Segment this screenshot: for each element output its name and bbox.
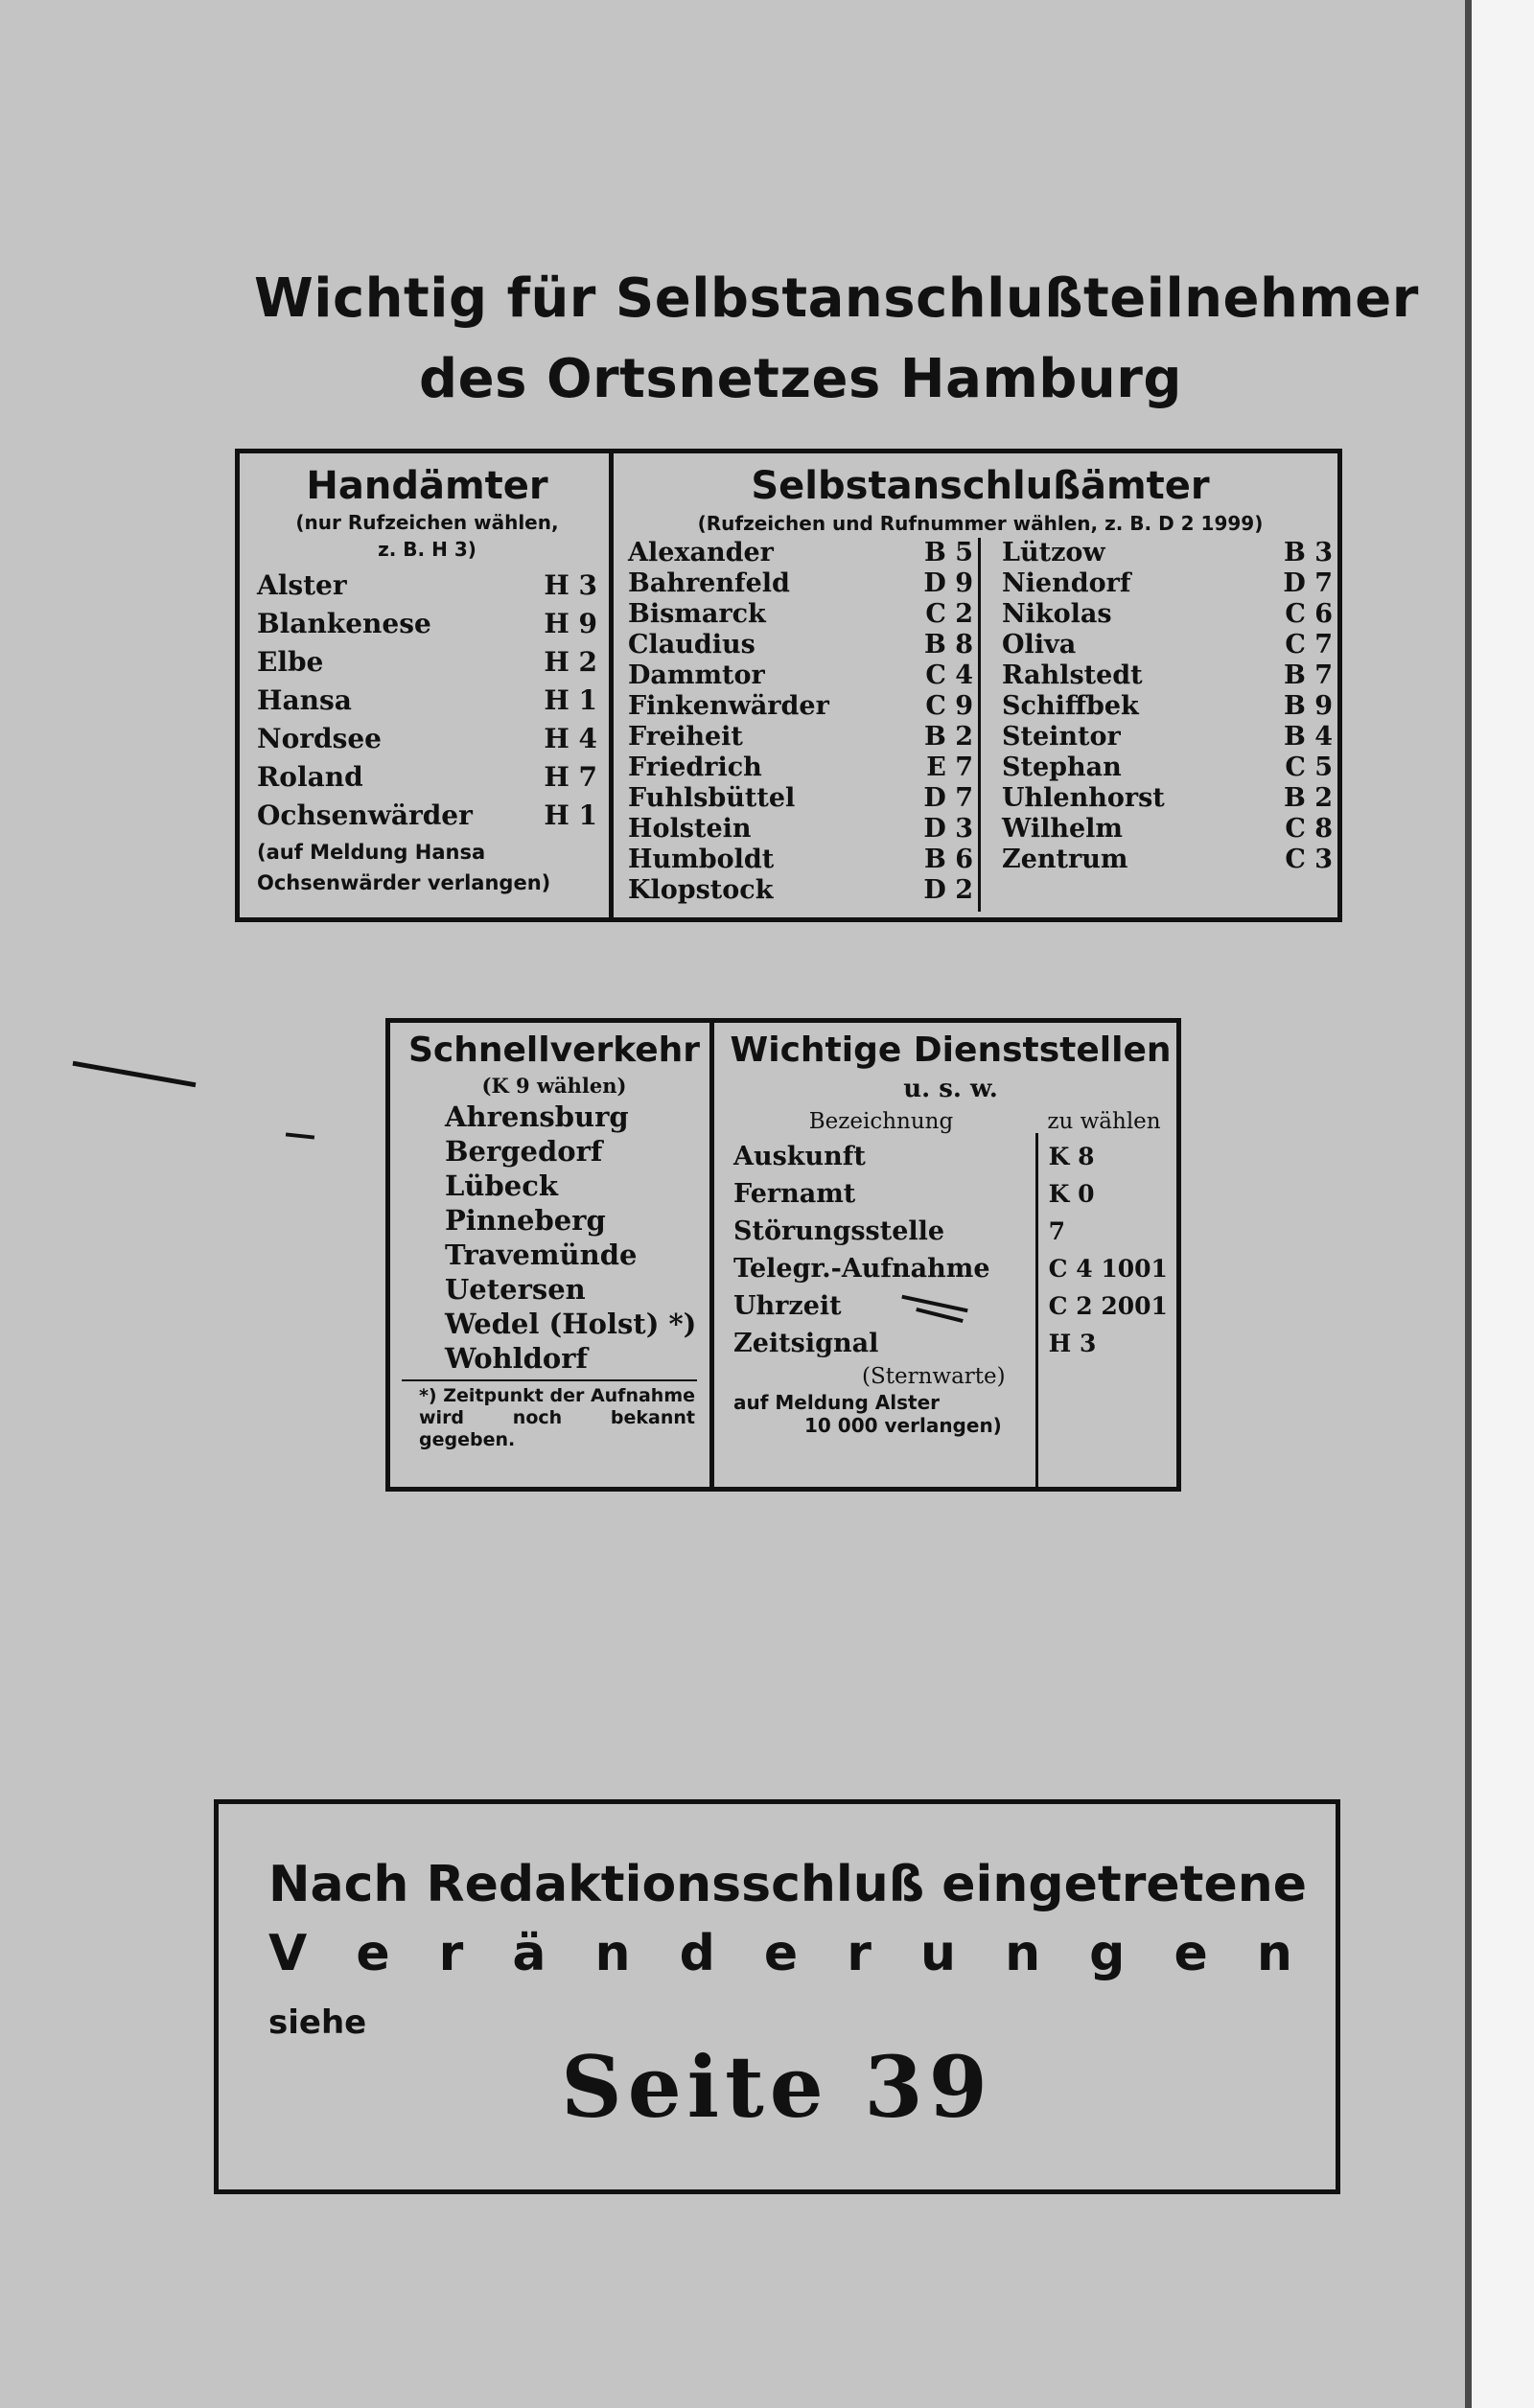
selbstamt-row (628, 630, 973, 660)
exchange-code: C 7 (1285, 630, 1333, 660)
selbstamt-row (1002, 660, 1333, 691)
service-table (385, 1018, 1181, 1492)
selbstamt-row (1002, 845, 1333, 875)
notice-page-reference: Seite 39 (561, 2037, 993, 2137)
exchange-code: B 6 (923, 845, 973, 874)
selbstamt-row (1002, 814, 1333, 845)
dienststellen-list (728, 1138, 1174, 1362)
exchange-name: Friedrich (628, 752, 762, 782)
exchange-code: H 7 (544, 761, 597, 793)
city-item: Ahrensburg (445, 1100, 629, 1133)
selbstamt-row (628, 783, 973, 814)
selbstanschluss-note: (Rufzeichen und Rufnummer wählen, z. B. D 2 1999) (697, 512, 1264, 535)
dienststelle-number: C 2 2001 (1048, 1292, 1168, 1320)
column-header-name: Bezeichnung (808, 1109, 954, 1134)
selbstamt-row (628, 722, 973, 752)
spaced-letter: d (679, 1925, 715, 1982)
schnellverkehr-note: (K 9 wählen) (481, 1074, 627, 1098)
dienststelle-row (728, 1175, 1174, 1213)
spaced-letter: u (919, 1925, 957, 1982)
exchange-name: Niendorf (1002, 568, 1131, 598)
selbstamt-row (628, 814, 973, 845)
selbstamt-row (1002, 630, 1333, 660)
exchange-name: Roland (257, 761, 363, 793)
exchange-code: H 3 (544, 569, 597, 601)
dienststelle-row (728, 1325, 1174, 1362)
selbstamt-row (1002, 691, 1333, 722)
dienststelle-name: Störungsstelle (733, 1216, 945, 1246)
spaced-letter: r (438, 1925, 464, 1982)
exchange-code: B 2 (1283, 783, 1333, 813)
exchange-name: Bismarck (628, 599, 766, 629)
handaemter-section (257, 463, 597, 898)
notice-line-1: Nach Redaktionsschluß eingetretene (268, 1856, 1308, 1913)
dienststelle-number: C 4 1001 (1048, 1255, 1168, 1283)
selbstanschluss-list-left (628, 538, 973, 906)
selbstamt-row (628, 691, 973, 722)
title-line-1: Wichtig für Selbstanschlußteilnehmer (254, 267, 1419, 330)
selbstanschluss-columns (628, 538, 1333, 906)
exchange-name: Steintor (1002, 722, 1121, 752)
notice-line-3: siehe (268, 2003, 367, 2042)
spaced-letter: ä (512, 1925, 546, 1982)
dienststellen-heading: Wichtige Dienststellen (730, 1030, 1172, 1070)
exchange-name: Fuhlsbüttel (628, 783, 796, 813)
exchange-name: Alexander (628, 538, 774, 567)
exchange-code: B 5 (923, 538, 973, 567)
selbstamt-row (1002, 568, 1333, 599)
exchange-name: Schiffbek (1002, 691, 1139, 721)
exchange-name: Hansa (257, 684, 352, 716)
spaced-letter: g (1089, 1925, 1126, 1982)
selbstamt-row (628, 875, 973, 906)
exchange-name: Uhlenhorst (1002, 783, 1165, 813)
dienststelle-name: Telegr.-Aufnahme (733, 1254, 990, 1284)
selbstanschluss-section (628, 463, 1333, 906)
exchange-name: Lützow (1002, 538, 1105, 567)
selbstanschluss-list-right (992, 538, 1333, 906)
table-divider (709, 1023, 714, 1487)
selbstamt-row (628, 660, 973, 691)
exchange-code: B 7 (1283, 660, 1333, 690)
handaemter-note-2: z. B. H 3) (378, 538, 476, 561)
schnellverkehr-section (402, 1029, 707, 1451)
handaemter-list (257, 567, 597, 835)
schnellverkehr-footnote: *) Zeitpunkt der Aufnahme wird noch bekannt gegeben. (419, 1385, 696, 1450)
page-title (254, 259, 1419, 420)
exchange-name: Rahlstedt (1002, 660, 1143, 690)
dienststelle-name: Fernamt (733, 1179, 856, 1209)
exchange-name: Freiheit (628, 722, 743, 752)
spaced-letter: n (1256, 1925, 1292, 1982)
exchange-name: Nordsee (257, 723, 382, 754)
spaced-letter: n (1005, 1925, 1041, 1982)
exchange-code: C 2 (925, 599, 973, 629)
selbstamt-row (1002, 599, 1333, 630)
footnote-rule (402, 1379, 697, 1381)
exchange-name: Nikolas (1002, 599, 1112, 629)
exchange-name: Elbe (257, 646, 324, 678)
handamt-row (257, 567, 597, 605)
city-item: Wohldorf (445, 1342, 589, 1375)
exchange-code: E 7 (926, 752, 973, 782)
dienststelle-name: Zeitsignal (733, 1329, 879, 1358)
handaemter-note-1: (nur Rufzeichen wählen, (295, 511, 559, 534)
spaced-letter: e (1174, 1925, 1208, 1982)
handamt-row (257, 682, 597, 720)
exchange-code: C 6 (1285, 599, 1333, 629)
dienststelle-number: H 3 (1048, 1330, 1097, 1357)
selbstamt-row (1002, 783, 1333, 814)
selbstamt-row (1002, 752, 1333, 783)
exchange-table (235, 449, 1342, 922)
exchange-code: B 4 (1283, 722, 1333, 752)
exchange-code: B 2 (923, 722, 973, 752)
exchange-code: B 8 (923, 630, 973, 660)
exchange-name: Claudius (628, 630, 755, 660)
dienststellen-header (728, 1105, 1174, 1138)
spaced-letter: r (847, 1925, 872, 1982)
exchange-name: Dammtor (628, 660, 765, 690)
dienststellen-foot-1: auf Meldung Alster (733, 1391, 941, 1414)
table-divider (609, 453, 614, 917)
handamt-row (257, 605, 597, 643)
exchange-code: C 3 (1285, 845, 1333, 874)
dienststellen-sub: (Sternwarte) (862, 1364, 1006, 1389)
exchange-code: B 3 (1283, 538, 1333, 567)
dienststelle-name: Auskunft (733, 1142, 866, 1171)
city-item: Lübeck (445, 1169, 558, 1202)
exchange-code: C 4 (925, 660, 973, 690)
exchange-code: D 7 (923, 783, 973, 813)
exchange-code: B 9 (1283, 691, 1333, 721)
exchange-name: Holstein (628, 814, 752, 844)
spaced-letter: e (763, 1925, 799, 1982)
column-header-value: zu wählen (1047, 1109, 1161, 1134)
title-line-2: des Ortsnetzes Hamburg (419, 348, 1182, 410)
dienststellen-foot-2: 10 000 verlangen) (804, 1414, 1002, 1437)
selbstamt-row (628, 845, 973, 875)
dienststellen-usw: u. s. w. (903, 1075, 998, 1103)
exchange-code: D 2 (923, 875, 973, 905)
city-item: Wedel (Holst) *) (445, 1308, 697, 1340)
exchange-name: Ochsenwärder (257, 799, 473, 831)
dienststellen-section (728, 1029, 1174, 1437)
exchange-code: C 8 (1285, 814, 1333, 844)
exchange-name: Klopstock (628, 875, 774, 905)
handaemter-foot-1: (auf Meldung Hansa (257, 841, 486, 864)
city-item: Uetersen (445, 1273, 586, 1306)
exchange-name: Wilhelm (1002, 814, 1123, 844)
page-edge (1472, 0, 1534, 2408)
spaced-letter: e (356, 1925, 390, 1982)
notice-line-2 (268, 1923, 1292, 1984)
exchange-code: D 9 (923, 568, 973, 598)
city-item: Travemünde (445, 1239, 638, 1271)
handaemter-foot-2: Ochsenwärder verlangen) (257, 871, 551, 894)
selbstamt-row (628, 752, 973, 783)
spaced-letter: n (594, 1925, 631, 1982)
exchange-code: C 9 (925, 691, 973, 721)
dienststelle-row (728, 1213, 1174, 1250)
exchange-name: Stephan (1002, 752, 1122, 782)
exchange-name: Bahrenfeld (628, 568, 790, 598)
dienststelle-name: Uhrzeit (733, 1291, 842, 1321)
dienststelle-number: K 0 (1048, 1180, 1095, 1208)
selbstamt-row (628, 568, 973, 599)
handamt-row (257, 720, 597, 758)
exchange-name: Zentrum (1002, 845, 1128, 874)
selbstamt-row (1002, 538, 1333, 568)
exchange-name: Alster (257, 569, 347, 601)
selbstamt-row (628, 599, 973, 630)
exchange-name: Humboldt (628, 845, 775, 874)
column-separator (978, 538, 981, 912)
handamt-row (257, 643, 597, 682)
selbstanschluss-heading: Selbstanschlußämter (751, 464, 1210, 508)
exchange-name: Blankenese (257, 608, 431, 639)
spaced-letter: V (268, 1925, 308, 1982)
exchange-code: H 4 (544, 723, 597, 754)
exchange-code: D 7 (1283, 568, 1333, 598)
schnellverkehr-list (402, 1100, 707, 1376)
dienststelle-row (728, 1138, 1174, 1175)
dienststelle-row (728, 1250, 1174, 1287)
exchange-code: D 3 (923, 814, 973, 844)
dienststelle-number: K 8 (1048, 1143, 1095, 1170)
city-item: Bergedorf (445, 1135, 603, 1168)
schnellverkehr-heading: Schnellverkehr (407, 1030, 701, 1070)
exchange-code: H 2 (544, 646, 597, 678)
exchange-code: H 1 (544, 684, 597, 716)
handamt-row (257, 758, 597, 797)
exchange-name: Oliva (1002, 630, 1077, 660)
city-item: Pinneberg (445, 1204, 606, 1237)
exchange-code: H 9 (544, 608, 597, 639)
exchange-code: H 1 (544, 799, 597, 831)
notice-box (214, 1799, 1340, 2194)
dienststelle-number: 7 (1048, 1217, 1066, 1245)
handamt-row (257, 797, 597, 835)
selbstamt-row (1002, 722, 1333, 752)
exchange-name: Finkenwärder (628, 691, 829, 721)
selbstamt-row (628, 538, 973, 568)
handaemter-heading: Handämter (306, 464, 548, 508)
exchange-code: C 5 (1285, 752, 1333, 782)
